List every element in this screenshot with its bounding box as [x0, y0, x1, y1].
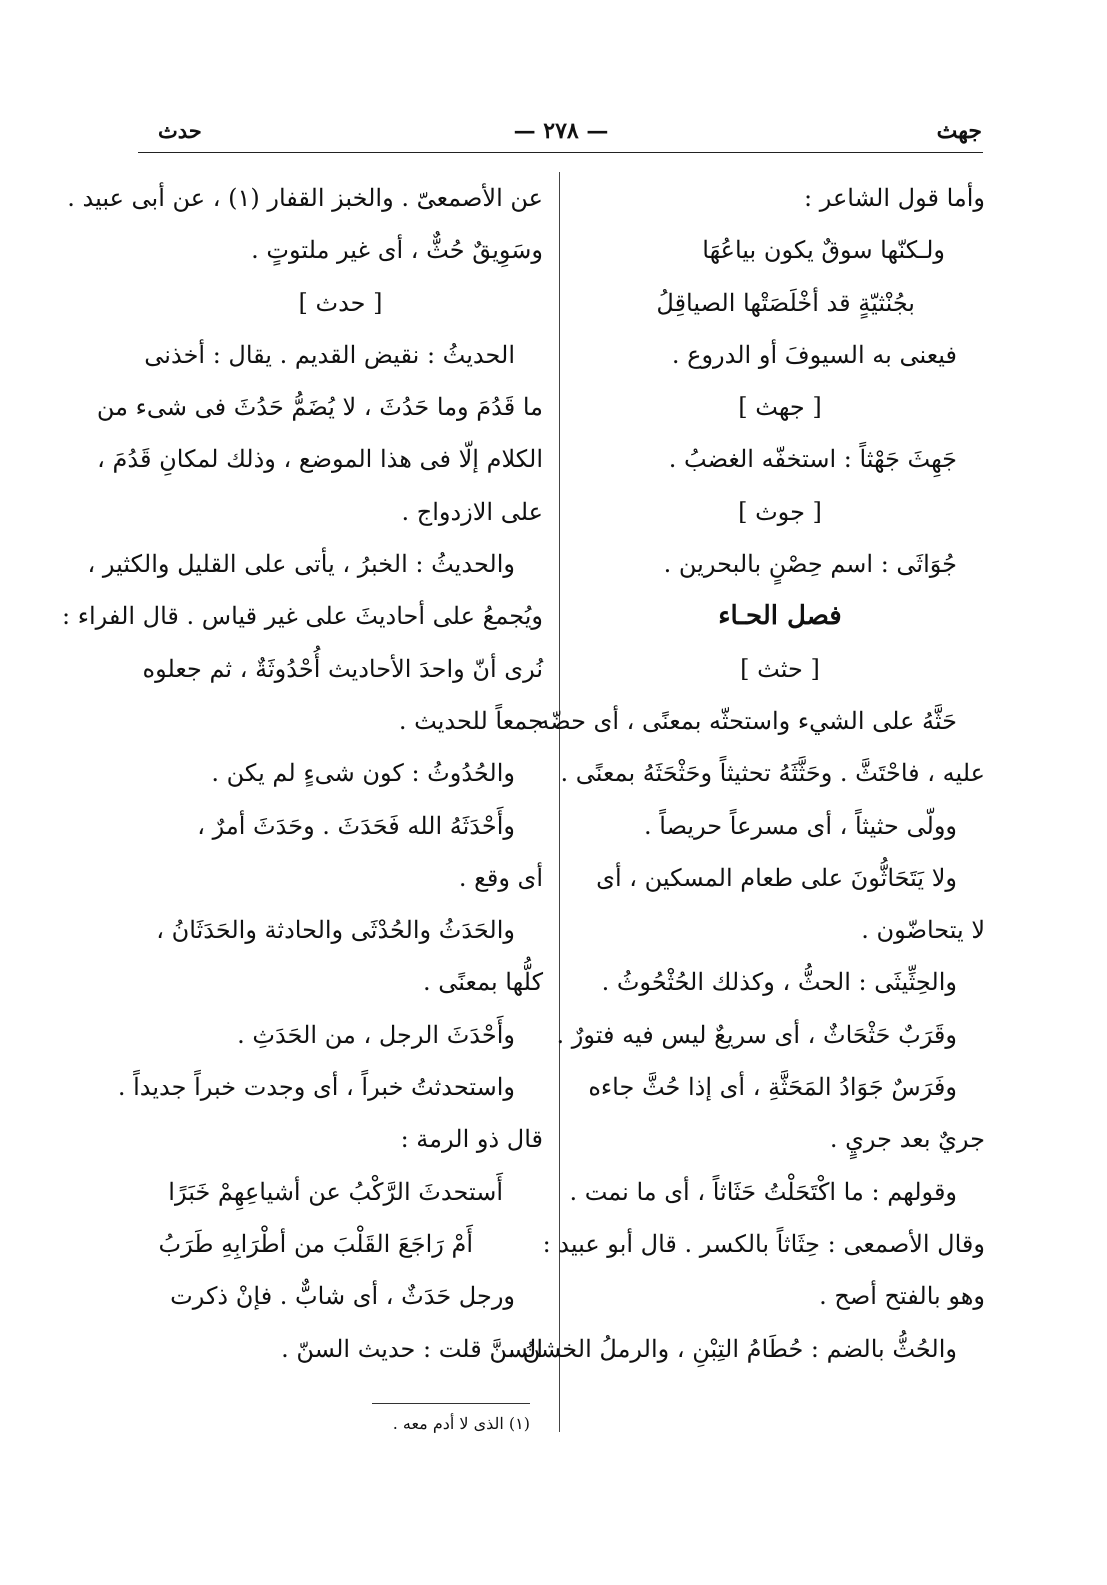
verse-line: أَمْ رَاجَعَ القَلْبَ من أطْرَابِهِ طَرَبُ [158, 1229, 473, 1258]
text-line: وأَحْدَثَ الرجل ، من الحَدَثِ . [237, 1020, 515, 1049]
header-left-word: حدث [158, 118, 202, 143]
text-line: والحِثِّيثَى : الحثُّ ، وكذلك الحُثْحُوثُ . [601, 968, 957, 997]
entry-heading: [ حدث ] [298, 288, 383, 317]
text-line: وأَحْدَثَهُ الله فَحَدَثَ . وحَدَثَ أمرٌ ، [197, 811, 515, 840]
text-line: وقولهم : ما اكْتَحَلْتُ حَثَاثاً ، أى ما نمت . [569, 1177, 957, 1206]
text-line: عليه ، فاحْتَثَّ . وحَثَّثَهُ تحثيثاً وحَثْحَثَهُ بمعنًى . [560, 759, 985, 788]
text-line: ورجل حَدَثٌ ، أى شابٌّ . فإنْ ذكرت [170, 1282, 515, 1311]
text-line: نُرى أنّ واحدَ الأحاديث أُحْدُوثَةٌ ، ثم جعلوه [142, 654, 543, 683]
text-line: وقَرَبٌ حَثْحَاثٌ ، أى سريعٌ ليس فيه فتورٌ . [556, 1020, 957, 1049]
text-line: جَهِثَ جَهْثاً : استخفّه الغضبُ . [668, 445, 957, 474]
right-column [507, 172, 985, 1375]
text-line: ما قَدُمَ وما حَدُثَ ، لا يُضَمُّ حَدُثَ فى شىء من [96, 393, 543, 422]
text-line: جمعاً للحديث . [398, 706, 543, 735]
text-line: وأما قول الشاعر : [804, 184, 985, 212]
text-line: واستحدثتُ خبراً ، أى وجدت خبراً جديداً . [117, 1073, 515, 1102]
verse-line: أَستحدثَ الرَّكْبُ عن أشياعِهِمْ خَبَرًا [168, 1177, 503, 1206]
text-line: وهو بالفتح أصح . [819, 1282, 985, 1311]
text-line: وسَوِيقٌ حُثٌّ ، أى غير ملتوتٍ . [251, 236, 543, 265]
entry-heading: [ حثث ] [740, 654, 820, 683]
text-line: والحُثُّ بالضم : حُطَامُ التِبْنِ ، والرملُ الخشنُ . [507, 1334, 957, 1363]
header-right-word: جهث [936, 118, 982, 144]
verse-line: ولـكنّها سوقٌ يكون بياعُهَا [702, 236, 945, 265]
footnote: (١) الذى لا أدم معه . [392, 1414, 530, 1433]
text-line: ولا يَتَحَاثُّونَ على طعام المسكين ، أى [596, 863, 957, 892]
text-line: على الازدواج . [401, 497, 543, 526]
text-line: وولّى حثيثاً ، أى مسرعاً حريصاً . [644, 811, 957, 840]
text-line: والحديثُ : الخبرُ ، يأتى على القليل والكثير ، [87, 550, 515, 579]
verse-line: بجُنْثيّةٍ قد أخْلَصَتْها الصياقِلُ [656, 288, 915, 317]
text-line: فيعنى به السيوفَ أو الدروع . [671, 340, 957, 369]
text-line: والحَدَثُ والحُدْثَى والحادثة والحَدَثَانُ ، [156, 916, 515, 945]
entry-heading: [ جوث ] [738, 497, 822, 526]
text-line: عن الأصمعىّ . والخبز القفار (١) ، عن أبى عبيد . [67, 184, 543, 212]
footnote-rule [372, 1403, 530, 1404]
text-line: جُوَاثَى : اسم حِصْنٍ بالبحرين . [663, 550, 957, 579]
header-rule [138, 152, 983, 153]
text-line: لا يتحاضّون . [861, 916, 985, 945]
section-heading: فصل الحـاء [718, 601, 842, 632]
text-line: وقال الأصمعى : حِثَاثاً بالكسر . قال أبو عبيد : [542, 1229, 985, 1258]
left-column [62, 172, 543, 1375]
text-line: أى وقع . [458, 863, 543, 892]
page-header [140, 118, 982, 154]
text-line: الكلام إلّا فى هذا الموضع ، وذلك لمكانِ قَدُمَ ، [97, 445, 543, 474]
entry-heading: [ جهث ] [738, 393, 822, 422]
text-line: جريٌ بعد جريٍ . [829, 1125, 985, 1154]
text-line: ويُجمعُ على أحاديثَ على غير قياس . قال الفراء : [62, 602, 543, 631]
text-line: الحديثُ : نقيض القديم . يقال : أخذنى [144, 340, 515, 369]
text-line: والحُدُوثُ : كون شىءٍ لم يكن . [211, 759, 515, 788]
text-line: حَثَّهُ على الشيء واستحثّه بمعنًى ، أى حضّه [537, 706, 957, 735]
text-line: كلُّها بمعنًى . [422, 968, 543, 997]
text-line: وفَرَسٌ جَوَادُ المَحَثَّةِ ، أى إذا حُثَّ جاءه [588, 1073, 957, 1102]
page-number: — ٢٧٨ — [513, 118, 609, 144]
text-line: قال ذو الرمة : [400, 1125, 543, 1154]
text-line: السنَّ قلت : حديث السنّ . [281, 1334, 543, 1363]
